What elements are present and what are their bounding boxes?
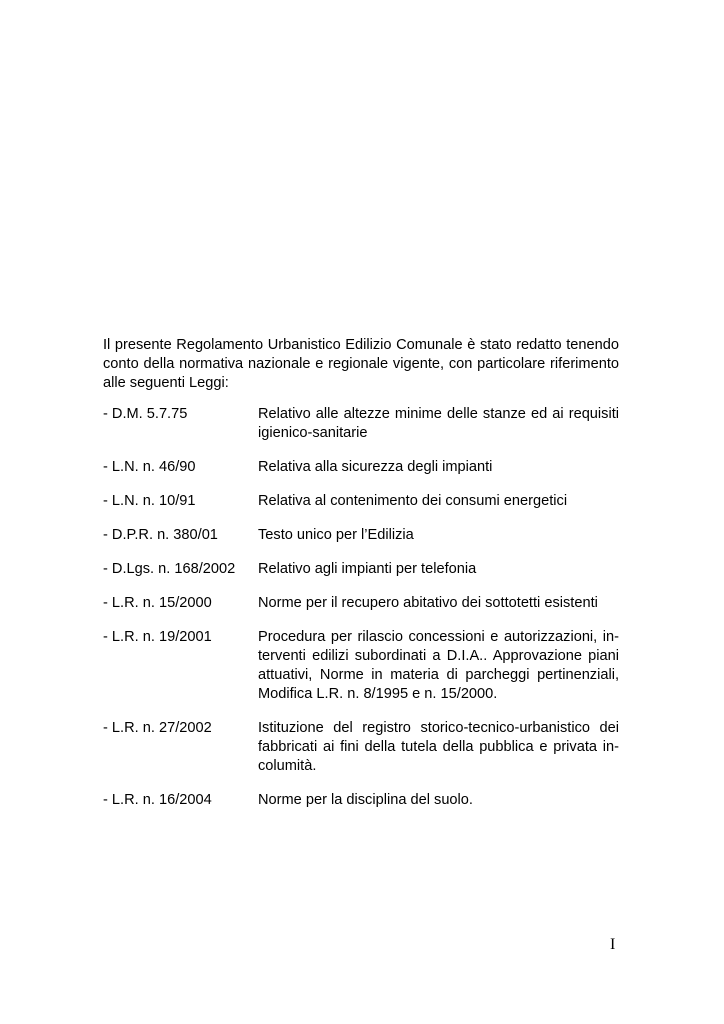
law-description (258, 526, 619, 545)
law-description-line: Procedura per rilascio concessioni e autorizzazioni, in- (258, 629, 619, 645)
law-item (103, 526, 619, 545)
law-item (103, 719, 619, 776)
page-number: I (610, 936, 616, 953)
law-description-line: Norme per la disciplina del suolo. (258, 792, 473, 808)
law-description-line: igienico-sanitarie (258, 425, 368, 441)
law-description (258, 405, 619, 443)
intro-line: alle seguenti Leggi: (103, 375, 229, 391)
law-description-line: terventi edilizi subordinati a D.I.A.. Approvazione piani (258, 648, 619, 664)
law-description-line: Testo unico per l’Edilizia (258, 527, 414, 543)
law-item (103, 405, 619, 443)
intro-line: Il presente Regolamento Urbanistico Edilizio Comunale è stato redatto tenendo (103, 337, 619, 353)
law-reference: - D.M. 5.7.75 (103, 406, 188, 422)
law-reference: - L.R. n. 16/2004 (103, 792, 212, 808)
law-description-line: Relativo alle altezze minime delle stanze ed ai requisiti (258, 406, 619, 422)
law-item (103, 560, 619, 579)
law-description (258, 492, 619, 511)
law-item (103, 458, 619, 477)
intro-paragraph (103, 336, 619, 393)
law-reference: - D.P.R. n. 380/01 (103, 527, 218, 543)
law-description-line: attuativi, Norme in materia di parcheggi pertinenziali, (258, 667, 619, 683)
law-reference: - L.N. n. 46/90 (103, 459, 196, 475)
law-reference: - L.N. n. 10/91 (103, 493, 196, 509)
law-description-line: Istituzione del registro storico-tecnico-urbanistico dei (258, 720, 619, 736)
law-description-line: Relativa al contenimento dei consumi energetici (258, 493, 568, 509)
law-reference: - L.R. n. 15/2000 (103, 595, 212, 611)
law-list (103, 405, 619, 810)
law-description-line: fabbricati ai fini della tutela della pubblica e privata in- (258, 739, 619, 755)
law-item (103, 594, 619, 613)
law-description-line: Modifica L.R. n. 8/1995 e n. 15/2000. (258, 686, 498, 702)
law-description (258, 594, 619, 613)
law-description (258, 791, 619, 810)
law-description-line: Relativa alla sicurezza degli impianti (258, 459, 493, 475)
law-item (103, 791, 619, 810)
law-description (258, 719, 619, 776)
law-description-line: Relativo agli impianti per telefonia (258, 561, 477, 577)
law-item (103, 628, 619, 704)
law-reference: - L.R. n. 27/2002 (103, 720, 212, 736)
law-description (258, 628, 619, 704)
law-reference: - D.Lgs. n. 168/2002 (103, 561, 236, 577)
law-description-line: Norme per il recupero abitativo dei sottotetti esistenti (258, 595, 598, 611)
law-item (103, 492, 619, 511)
law-description (258, 560, 619, 579)
law-description-line: columità. (258, 758, 317, 774)
intro-line: conto della normativa nazionale e regionale vigente, con particolare riferimento (103, 356, 619, 372)
law-reference: - L.R. n. 19/2001 (103, 629, 212, 645)
law-description (258, 458, 619, 477)
